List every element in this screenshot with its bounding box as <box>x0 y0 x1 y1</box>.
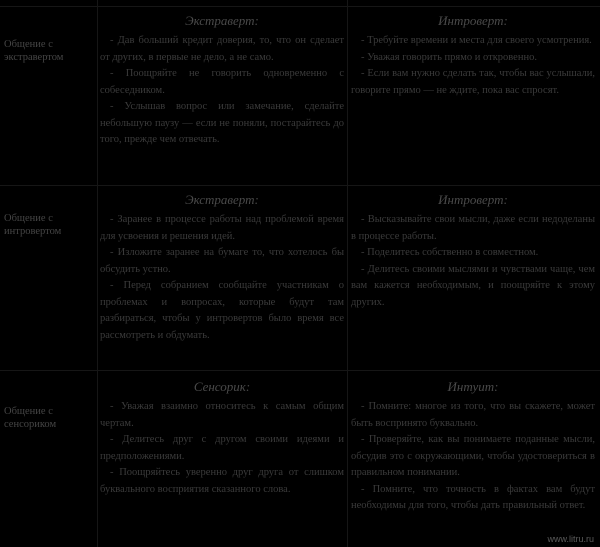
row-label: Общение с интровертом <box>4 213 62 237</box>
cell-heading: Экстраверт: <box>185 13 259 28</box>
cell-heading: Сенсорик: <box>193 379 251 394</box>
list-item: - Если вам нужно сделать так, чтобы вас услышали, говорите прямо — не ждите, пока вас спросят. <box>351 66 595 99</box>
column-divider <box>347 0 348 547</box>
sensor-cell <box>100 378 344 498</box>
list-item: - Уважая взаимно относитесь к самым общим чертам. <box>100 399 344 432</box>
list-item: - Делитесь друг с другом своими идеями и предположениями. <box>100 432 344 465</box>
cell-heading: Экстраверт: <box>185 192 259 207</box>
table-border-top <box>0 6 600 7</box>
list-item: - Поделитесь собственно в совместном. <box>351 245 595 262</box>
cell-heading: Интроверт: <box>438 192 508 207</box>
intuitive-cell <box>351 378 595 515</box>
column-divider <box>97 0 98 547</box>
watermark: www.litru.ru <box>547 534 594 544</box>
list-item: - Поощряйтесь уверенно друг друга от слишком буквального восприятия сказанного слова. <box>100 465 344 498</box>
list-item: - Уважая говорить прямо и откровенно. <box>351 50 595 67</box>
cell-heading: Интроверт: <box>438 13 508 28</box>
list-item: - Делитесь своими мыслями и чувствами чаще, чем вам кажется необходимым, и поощряйте к этому других. <box>351 262 595 312</box>
introvert-cell <box>351 191 595 311</box>
cell-heading: Интуит: <box>447 379 499 394</box>
list-item: - Поощряйте не говорить одновременно с собеседником. <box>100 66 344 99</box>
list-item: - Требуйте времени и места для своего усмотрения. <box>351 33 595 50</box>
list-item: - Помните: многое из того, что вы скажете, может быть воспринято буквально. <box>351 399 595 432</box>
row-label: Общение с сенсориком <box>4 406 57 430</box>
list-item: - Высказывайте свои мысли, даже если недоделаны в процессе работы. <box>351 212 595 245</box>
list-item: - Проверяйте, как вы понимаете поданные мысли, обсудив это с окружающими, чтобы удостовериться в правильном понимании. <box>351 432 595 482</box>
row-divider <box>0 370 600 371</box>
list-item: - Изложите заранее на бумаге то, что хотелось бы обсудить устно. <box>100 245 344 278</box>
list-item: - Помните, что точность в фактах вам будут необходимы для того, чтобы дать правильный ответ. <box>351 482 595 515</box>
introvert-cell <box>351 12 595 99</box>
list-item: - Дав больший кредит доверия, то, что он сделает от других, в первые не дело, а не само. <box>100 33 344 66</box>
extravert-cell <box>100 12 344 149</box>
list-item: - Заранее в процессе работы над проблемой время для усвоения и решения идей. <box>100 212 344 245</box>
list-item: - Перед собранием сообщайте участникам о проблемах и вопросах, которые будут там разбираться, чтобы у интровертов было время все рассмотреть и обдумать. <box>100 278 344 344</box>
row-label: Общение с экстравертом <box>4 39 64 63</box>
extravert-cell <box>100 191 344 344</box>
row-divider <box>0 185 600 186</box>
list-item: - Услышав вопрос или замечание, сделайте небольшую паузу — если не поняли, постарайтесь до того, прежде чем отвечать. <box>100 99 344 149</box>
